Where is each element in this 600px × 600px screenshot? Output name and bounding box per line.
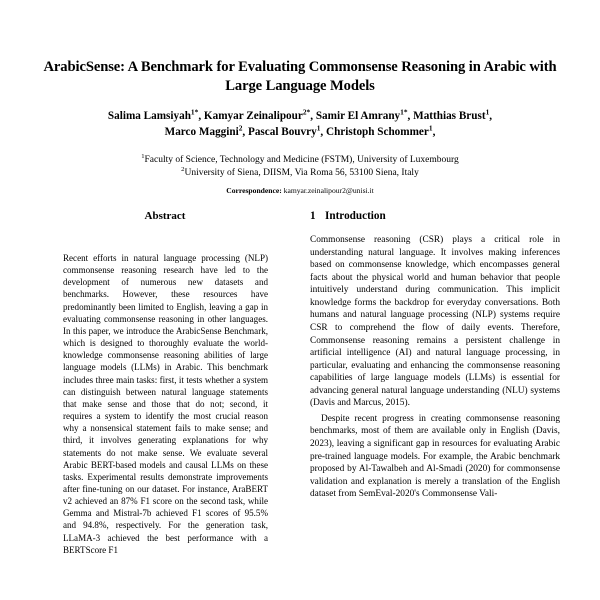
column-right <box>310 210 560 501</box>
author-marker: 1 <box>316 122 321 132</box>
author-name: Kamyar Zeinalipour <box>203 109 303 122</box>
author-entry: Samir El Amrany$^{1*}$, <box>315 107 411 122</box>
introduction-paragraph: Despite recent progress in creating commonsense reasoning benchmarks, most of them are available only in English (Davis, 2023), leaving a significant gap in resources for evaluating Arabic pre-trained language models. For example, the Arabic benchmark proposed by Al-Tawalbeh and Al-Smadi (2020) for commonsense validation and explanation is merely a translation of the English dataset from SemEval-2020's Commonsense Vali- <box>310 413 560 500</box>
section-heading-introduction <box>310 210 560 222</box>
author-entry: Matthias Brust$^1$, <box>413 107 493 122</box>
affiliation-item <box>40 154 560 168</box>
correspondence-line <box>40 186 560 196</box>
correspondence-label: Correspondence: <box>226 186 282 196</box>
affiliation-marker: 1 <box>141 152 145 160</box>
author-entry: Kamyar Zeinalipour$^{2*}$, <box>203 107 314 122</box>
author-marker: 1* <box>190 107 199 117</box>
author-name: Samir El Amrany <box>315 109 401 122</box>
body-columns <box>40 210 560 556</box>
column-left <box>40 210 290 556</box>
section-number: 1 <box>310 210 316 223</box>
section-title: Introduction <box>325 210 386 223</box>
abstract-heading: Abstract <box>144 210 186 223</box>
author-entry: Marco Maggini$^2$, <box>164 122 246 138</box>
author-name: Salima Lamsiyah <box>107 109 191 122</box>
author-entry: Salima Lamsiyah$^{1*}$, <box>107 107 202 122</box>
author-marker: 1* <box>400 107 408 117</box>
author-name: Christoph Schommer <box>325 125 429 138</box>
author-list <box>40 109 560 141</box>
introduction-paragraph: Commonsense reasoning (CSR) plays a critical role in understanding natural language. It involves making inferences based on commonsense knowledge, which encompasses general facts about the physical world and human behavior that people intuitively understand during communication. This implicit knowledge forms the backdrop for everyday conversations. Both humans and natural language processing (NLP) systems require CSR to comprehend the flow of daily events. Therefore, Commonsense reasoning remains a persistent challenge in artificial intelligence (AI) and natural language processing, in particular, evaluating and enhancing the commonsense reasoning capabilities of large language models (LLMs) is essential for advancing general natural language understanding (NLU) systems (Davis and Marcus, 2015). <box>310 235 560 409</box>
title-block <box>40 0 560 196</box>
affiliation-item <box>40 167 560 181</box>
correspondence-email[interactable]: kamyar.zeinalipour2@unisi.it <box>283 186 374 196</box>
affiliation-marker: 2 <box>181 166 185 174</box>
affiliation-list <box>40 154 560 182</box>
author-marker: 2* <box>302 107 311 117</box>
author-marker: 2 <box>238 122 243 132</box>
abstract-body: Recent efforts in natural language processing (NLP) commonsense reasoning research have led to the development of numerous new datasets and benchmarks. However, these resources have predominantly been limited to English, leaving a gap in evaluating commonsense reasoning in other languages. In this paper, we introduce the ArabicSense Benchmark, which is designed to thoroughly evaluate the world-knowledge commonsense reasoning abilities of large language models (LLMs) in Arabic. This benchmark includes three main tasks: first, it tests whether a system can distinguish between natural language statements that make sense and those that do not; second, it requires a system to identify the most crucial reason why a nonsensical statement fails to make sense; and third, it involves generating explanations for why statements do not make sense. We evaluate several Arabic BERT-based models and causal LLMs on these tasks. Experimental results demonstrate improvements after fine-tuning on our dataset. For instance, AraBERT v2 achieved an 87% F1 score on the second task, while Gemma and Mistral-7b achieved F1 scores of 95.5% and 94.8%, respectively. For the generation task, LLaMA-3 achieved the best performance with a BERTScore F1 <box>63 253 268 555</box>
author-name: Pascal Bouvry <box>248 125 317 138</box>
affiliation-text: Faculty of Science, Technology and Medicine (FSTM), University of Luxembourg <box>144 154 459 165</box>
page-title: ArabicSense: A Benchmark for Evaluating Commonsense Reasoning in Arabic with Large Language Models <box>43 59 557 95</box>
author-entry: Christoph Schommer$^1$, <box>325 122 436 138</box>
affiliation-text: University of Siena, DIISM, Via Roma 56, 53100 Siena, Italy <box>184 168 419 179</box>
author-marker: 1 <box>428 122 433 132</box>
introduction-body <box>310 234 560 501</box>
author-name: Matthias Brust <box>413 109 486 122</box>
author-name: Marco Maggini <box>164 125 239 138</box>
author-marker: 1 <box>485 107 490 117</box>
author-entry: Pascal Bouvry$^1$, <box>248 122 324 138</box>
